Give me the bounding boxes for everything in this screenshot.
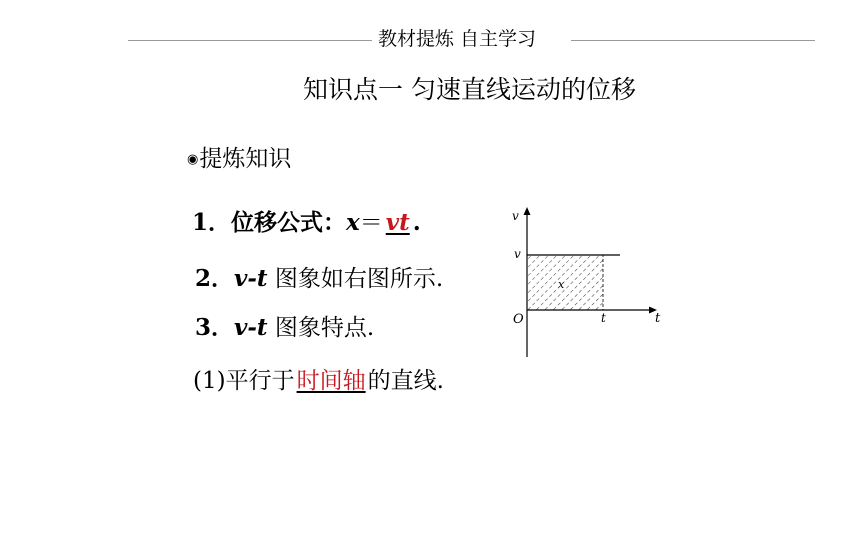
item-vt-graph-features <box>195 313 374 343</box>
header-title: 教材提炼 自主学习 <box>378 28 537 50</box>
item2-prefix: 2． <box>195 265 235 292</box>
t-mark-label: t <box>601 311 606 325</box>
item3-prefix: 3． <box>195 314 235 341</box>
item-displacement-formula <box>192 208 421 238</box>
y-axis-label: v <box>512 209 519 223</box>
item1-eq: ＝ <box>359 210 383 236</box>
x-axis-label: t <box>655 311 661 326</box>
item4-text: 的直线. <box>367 368 444 394</box>
item4-answer: 时间轴 <box>296 368 366 394</box>
y-axis-arrow <box>524 207 531 215</box>
area-label: x <box>558 278 565 291</box>
item3-text: 图象特点. <box>267 315 375 341</box>
item2-var: v-t <box>234 265 268 292</box>
item1-prefix: 1．位移公式： <box>192 209 347 236</box>
subheading <box>187 144 291 175</box>
vt-graph <box>505 205 680 363</box>
item4-prefix: (1)平行于 <box>193 368 295 394</box>
item1-answer: vt <box>385 209 410 236</box>
item1-var: x <box>346 209 360 236</box>
v-level-label: v <box>514 247 521 261</box>
origin-label: O <box>513 312 524 327</box>
header-rule-left <box>128 40 372 41</box>
item-vt-graph-ref <box>195 264 443 294</box>
section-title: 知识点一 匀速直线运动的位移 <box>303 75 636 104</box>
item-parallel-time-axis <box>193 366 444 396</box>
item2-text: 图象如右图所示. <box>267 266 444 292</box>
bullet-icon: ◉ <box>187 152 199 167</box>
item1-end: . <box>412 209 421 236</box>
header-rule-right <box>571 40 815 41</box>
displacement-area <box>527 255 603 310</box>
item3-var: v-t <box>234 314 268 341</box>
subheading-label: 提炼知识 <box>199 146 292 172</box>
